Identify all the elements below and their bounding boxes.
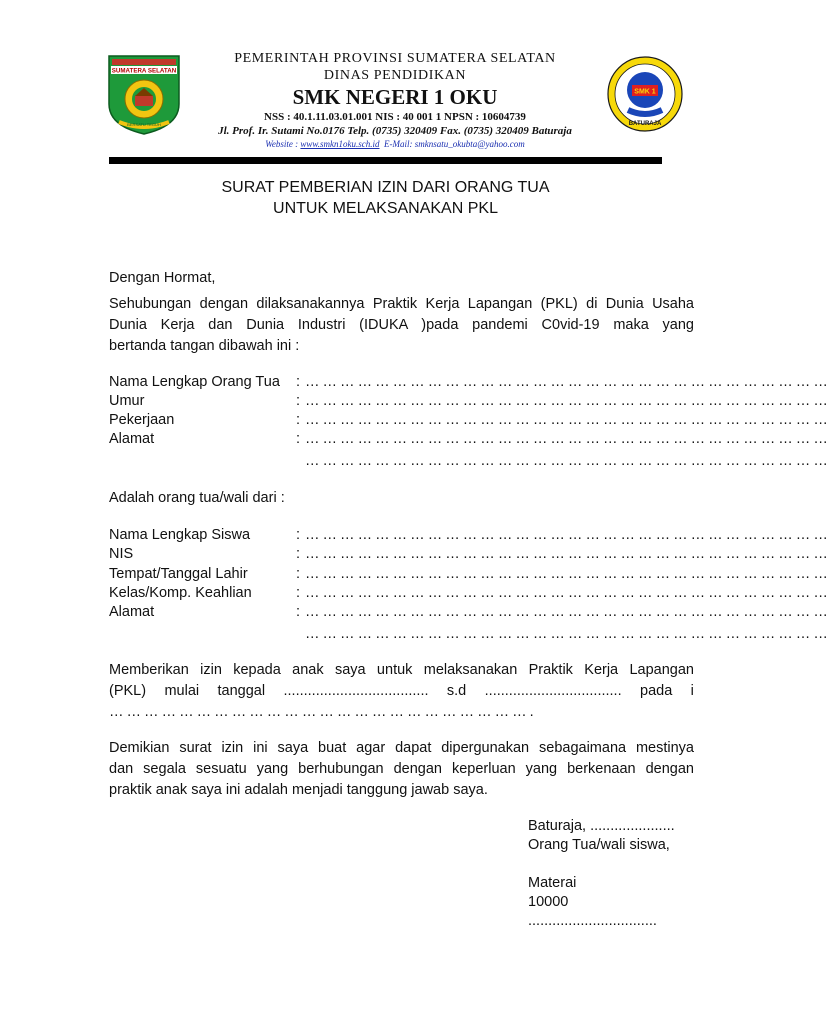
word: s.d	[446, 683, 467, 699]
signature-name-line: ................................	[528, 913, 657, 929]
fill-in-blank: … … … … … … … … … … … … … … … … … … … … … … … … … … … … … …	[305, 546, 827, 562]
closing-line-2: dan segala sesuatu yang berhubungan dengan keperluan yang berkenaan dengan	[109, 761, 694, 777]
field-colon: :	[296, 585, 301, 601]
field-label: Umur	[109, 393, 145, 409]
svg-text:SMK 1: SMK 1	[634, 88, 656, 96]
fill-in-blank: … … … … … … … … … … … … … … … … … … … … … … … … … … … … … …	[305, 453, 827, 469]
government-name: PEMERINTAH PROVINSI SUMATERA SELATAN	[234, 51, 556, 66]
field-label: Nama Lengkap Orang Tua	[109, 374, 280, 390]
word: i	[690, 683, 694, 699]
fill-in-blank: … … … … … … … … … … … … … … … … … … … … … … … … … … … … … …	[305, 431, 827, 447]
permission-line-1: Memberikan izin kepada anak saya untuk melaksanakan Praktik Kerja Lapangan	[109, 662, 694, 678]
permission-line-2	[109, 681, 694, 702]
field-colon: :	[296, 566, 301, 582]
title-line-1: SURAT PEMBERIAN IZIN DARI ORANG TUA	[221, 179, 550, 196]
website-label: Website :	[265, 139, 299, 149]
email-label: E-Mail:	[384, 139, 413, 149]
field-colon: :	[296, 604, 301, 620]
fill-in-blank: … … … … … … … … … … … … … … … … … … … … … … … … … … … … … …	[305, 604, 827, 620]
field-colon: :	[296, 431, 301, 447]
field-label: Alamat	[109, 604, 155, 620]
word: tanggal	[217, 683, 266, 699]
intro-line-1: Sehubungan dengan dilaksanakannya Praktik Kerja Lapangan (PKL) di Dunia Usaha	[109, 296, 694, 312]
field-label: Tempat/Tanggal Lahir	[109, 566, 248, 582]
school-name: SMK NEGERI 1 OKU	[292, 85, 498, 109]
greeting: Dengan Hormat,	[109, 270, 216, 286]
field-colon: :	[296, 412, 301, 428]
field-label: Pekerjaan	[109, 412, 175, 428]
fill-in-blank: … … … … … … … … … … … … … … … … … … … … … … … … … … … … … …	[305, 374, 827, 390]
title-line-2: UNTUK MELAKSANAKAN PKL	[273, 200, 498, 217]
letterhead-divider	[109, 157, 662, 164]
email-address: smknsatu_okubta@yahoo.com	[414, 139, 525, 149]
sumsel-motto-text: BERSATU TEGUH	[127, 122, 161, 127]
intro-line-2: Dunia Kerja dan Dunia Industri (IDUKA )pada pandemi C0vid-19 maka yang	[109, 317, 694, 333]
sumsel-province-emblem-icon	[105, 52, 183, 136]
word: (PKL)	[109, 683, 147, 699]
fill-in-blank: ....................................	[283, 683, 429, 699]
field-label: NIS	[109, 546, 134, 562]
fill-in-blank: … … … … … … … … … … … … … … … … … … … … … … … … … … … … … …	[305, 412, 827, 428]
word: pada	[640, 683, 673, 699]
fill-in-blank: … … … … … … … … … … … … … … … … … … … … … … … … … … … … … …	[305, 566, 827, 582]
field-colon: :	[296, 527, 301, 543]
fill-in-blank: … … … … … … … … … … … … … … … … … … … … … … … … … … … … … …	[305, 585, 827, 601]
signature-place-date: Baturaja, .....................	[528, 818, 675, 834]
sumsel-ribbon-text: SUMATERA SELATAN	[111, 67, 177, 75]
field-label: Alamat	[109, 431, 155, 447]
school-address: Jl. Prof. Ir. Sutami No.0176 Telp. (0735) 320409 Fax. (0735) 320409 Baturaja	[218, 125, 572, 137]
school-logo-bottom-text: BATURAJA	[628, 121, 662, 127]
field-colon: :	[296, 546, 301, 562]
stamp-label: Materai	[528, 875, 577, 891]
closing-line-1: Demikian surat izin ini saya buat agar dapat dipergunakan sebagaimana mestinya	[109, 740, 694, 756]
field-label: Nama Lengkap Siswa	[109, 527, 251, 543]
closing-line-3: praktik anak saya ini adalah menjadi tanggung jawab saya.	[109, 782, 488, 798]
letterhead	[185, 50, 605, 150]
stamp-value: 10000	[528, 894, 569, 910]
department-name: DINAS PENDIDIKAN	[323, 68, 467, 83]
letter-title	[109, 177, 662, 219]
permission-line-3: … … … … … … … … … … … … … … … … … … … … … … … … .	[109, 704, 534, 720]
fill-in-blank: ..................................	[484, 683, 622, 699]
website-link[interactable]: www.smkn1oku.sch.id	[300, 139, 380, 149]
word: mulai	[164, 683, 200, 699]
smk-negeri-1-oku-school-logo-icon	[606, 52, 684, 136]
intro-line-3: bertanda tangan dibawah ini :	[109, 338, 300, 354]
fill-in-blank: … … … … … … … … … … … … … … … … … … … … … … … … … … … … … …	[305, 527, 827, 543]
contact-line	[185, 138, 605, 150]
field-colon: :	[296, 393, 301, 409]
fill-in-blank: … … … … … … … … … … … … … … … … … … … … … … … … … … … … … …	[305, 626, 827, 642]
school-ids: NSS : 40.1.11.03.01.001 NIS : 40 001 1 NPSN : 10604739	[264, 111, 526, 123]
signature-role: Orang Tua/wali siswa,	[528, 837, 670, 853]
field-label: Kelas/Komp. Keahlian	[109, 585, 252, 601]
child-intro: Adalah orang tua/wali dari :	[109, 490, 285, 506]
field-colon: :	[296, 374, 301, 390]
fill-in-blank: … … … … … … … … … … … … … … … … … … … … … … … … … … … … … …	[305, 393, 827, 409]
